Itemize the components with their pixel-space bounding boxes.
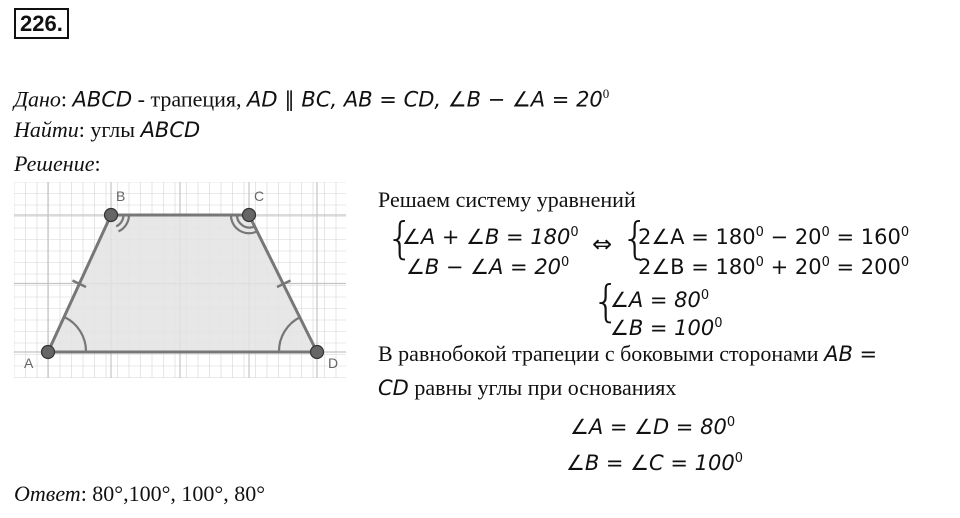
vertex-label-a: A — [24, 355, 34, 371]
system1-brace: { — [386, 213, 414, 264]
system3-eq2: ∠B = $100^0$ — [610, 316, 723, 340]
given-conditions: AD ∥ BC, AB = CD, ∠B − ∠A = 20 — [247, 87, 603, 112]
answer-text: : 80°,100°, 100°, 80° — [80, 481, 265, 506]
find-figure: ABCD — [140, 118, 201, 142]
find-label: Найти — [14, 117, 79, 142]
system3-brace: { — [592, 276, 620, 327]
given-exp: 0 — [602, 86, 610, 101]
statement-line1: В равнобокой трапеции с боковыми сторонами AB = — [378, 341, 878, 366]
equivalence-symbol: ⇔ — [592, 230, 613, 258]
point-c — [243, 209, 256, 222]
trapezoid-figure — [14, 182, 346, 378]
find-line — [14, 116, 200, 144]
system2-eq2: 2∠B = $180^0 + 20^0 = 200^0$ — [638, 255, 910, 279]
vertex-label-c: C — [254, 188, 265, 204]
system1-eq2: ∠B − ∠A = $20^0$ — [406, 255, 570, 279]
point-b — [105, 209, 118, 222]
given-desc: - трапеция, — [132, 86, 248, 112]
statement-line2: CD равны углы при основаниях — [378, 375, 677, 400]
system1-eq1: ∠A + ∠B = $180^0$ — [402, 225, 579, 249]
result-2: ∠B = ∠C = $100^0$ — [566, 451, 743, 475]
system-heading: Решаем систему уравнений — [378, 187, 636, 212]
problem-number: 226. — [14, 8, 69, 39]
system2-eq1: 2∠A = $180^0 - 20^0 = 160^0$ — [638, 225, 910, 249]
given-line: Дано: ABCD - трапеция, AD ∥ BC, AB = CD, ∠B − ∠A = $20^0$ — [14, 86, 610, 112]
solution-line: Решение: — [14, 151, 101, 176]
find-text: : углы — [78, 117, 141, 142]
given-figure: ABCD — [72, 87, 133, 112]
given-label: Дано — [14, 86, 61, 112]
answer-line — [14, 480, 265, 508]
point-a — [42, 346, 55, 359]
solution-label: Решение — [14, 151, 95, 176]
answer-label: Ответ — [14, 481, 81, 506]
point-d — [311, 346, 324, 359]
system3-eq1: ∠A = $80^0$ — [610, 288, 710, 312]
system2-brace: { — [621, 213, 649, 264]
vertex-label-b: B — [116, 188, 126, 204]
vertex-label-d: D — [328, 355, 339, 371]
result-1: ∠A = ∠D = $80^0$ — [570, 415, 736, 439]
